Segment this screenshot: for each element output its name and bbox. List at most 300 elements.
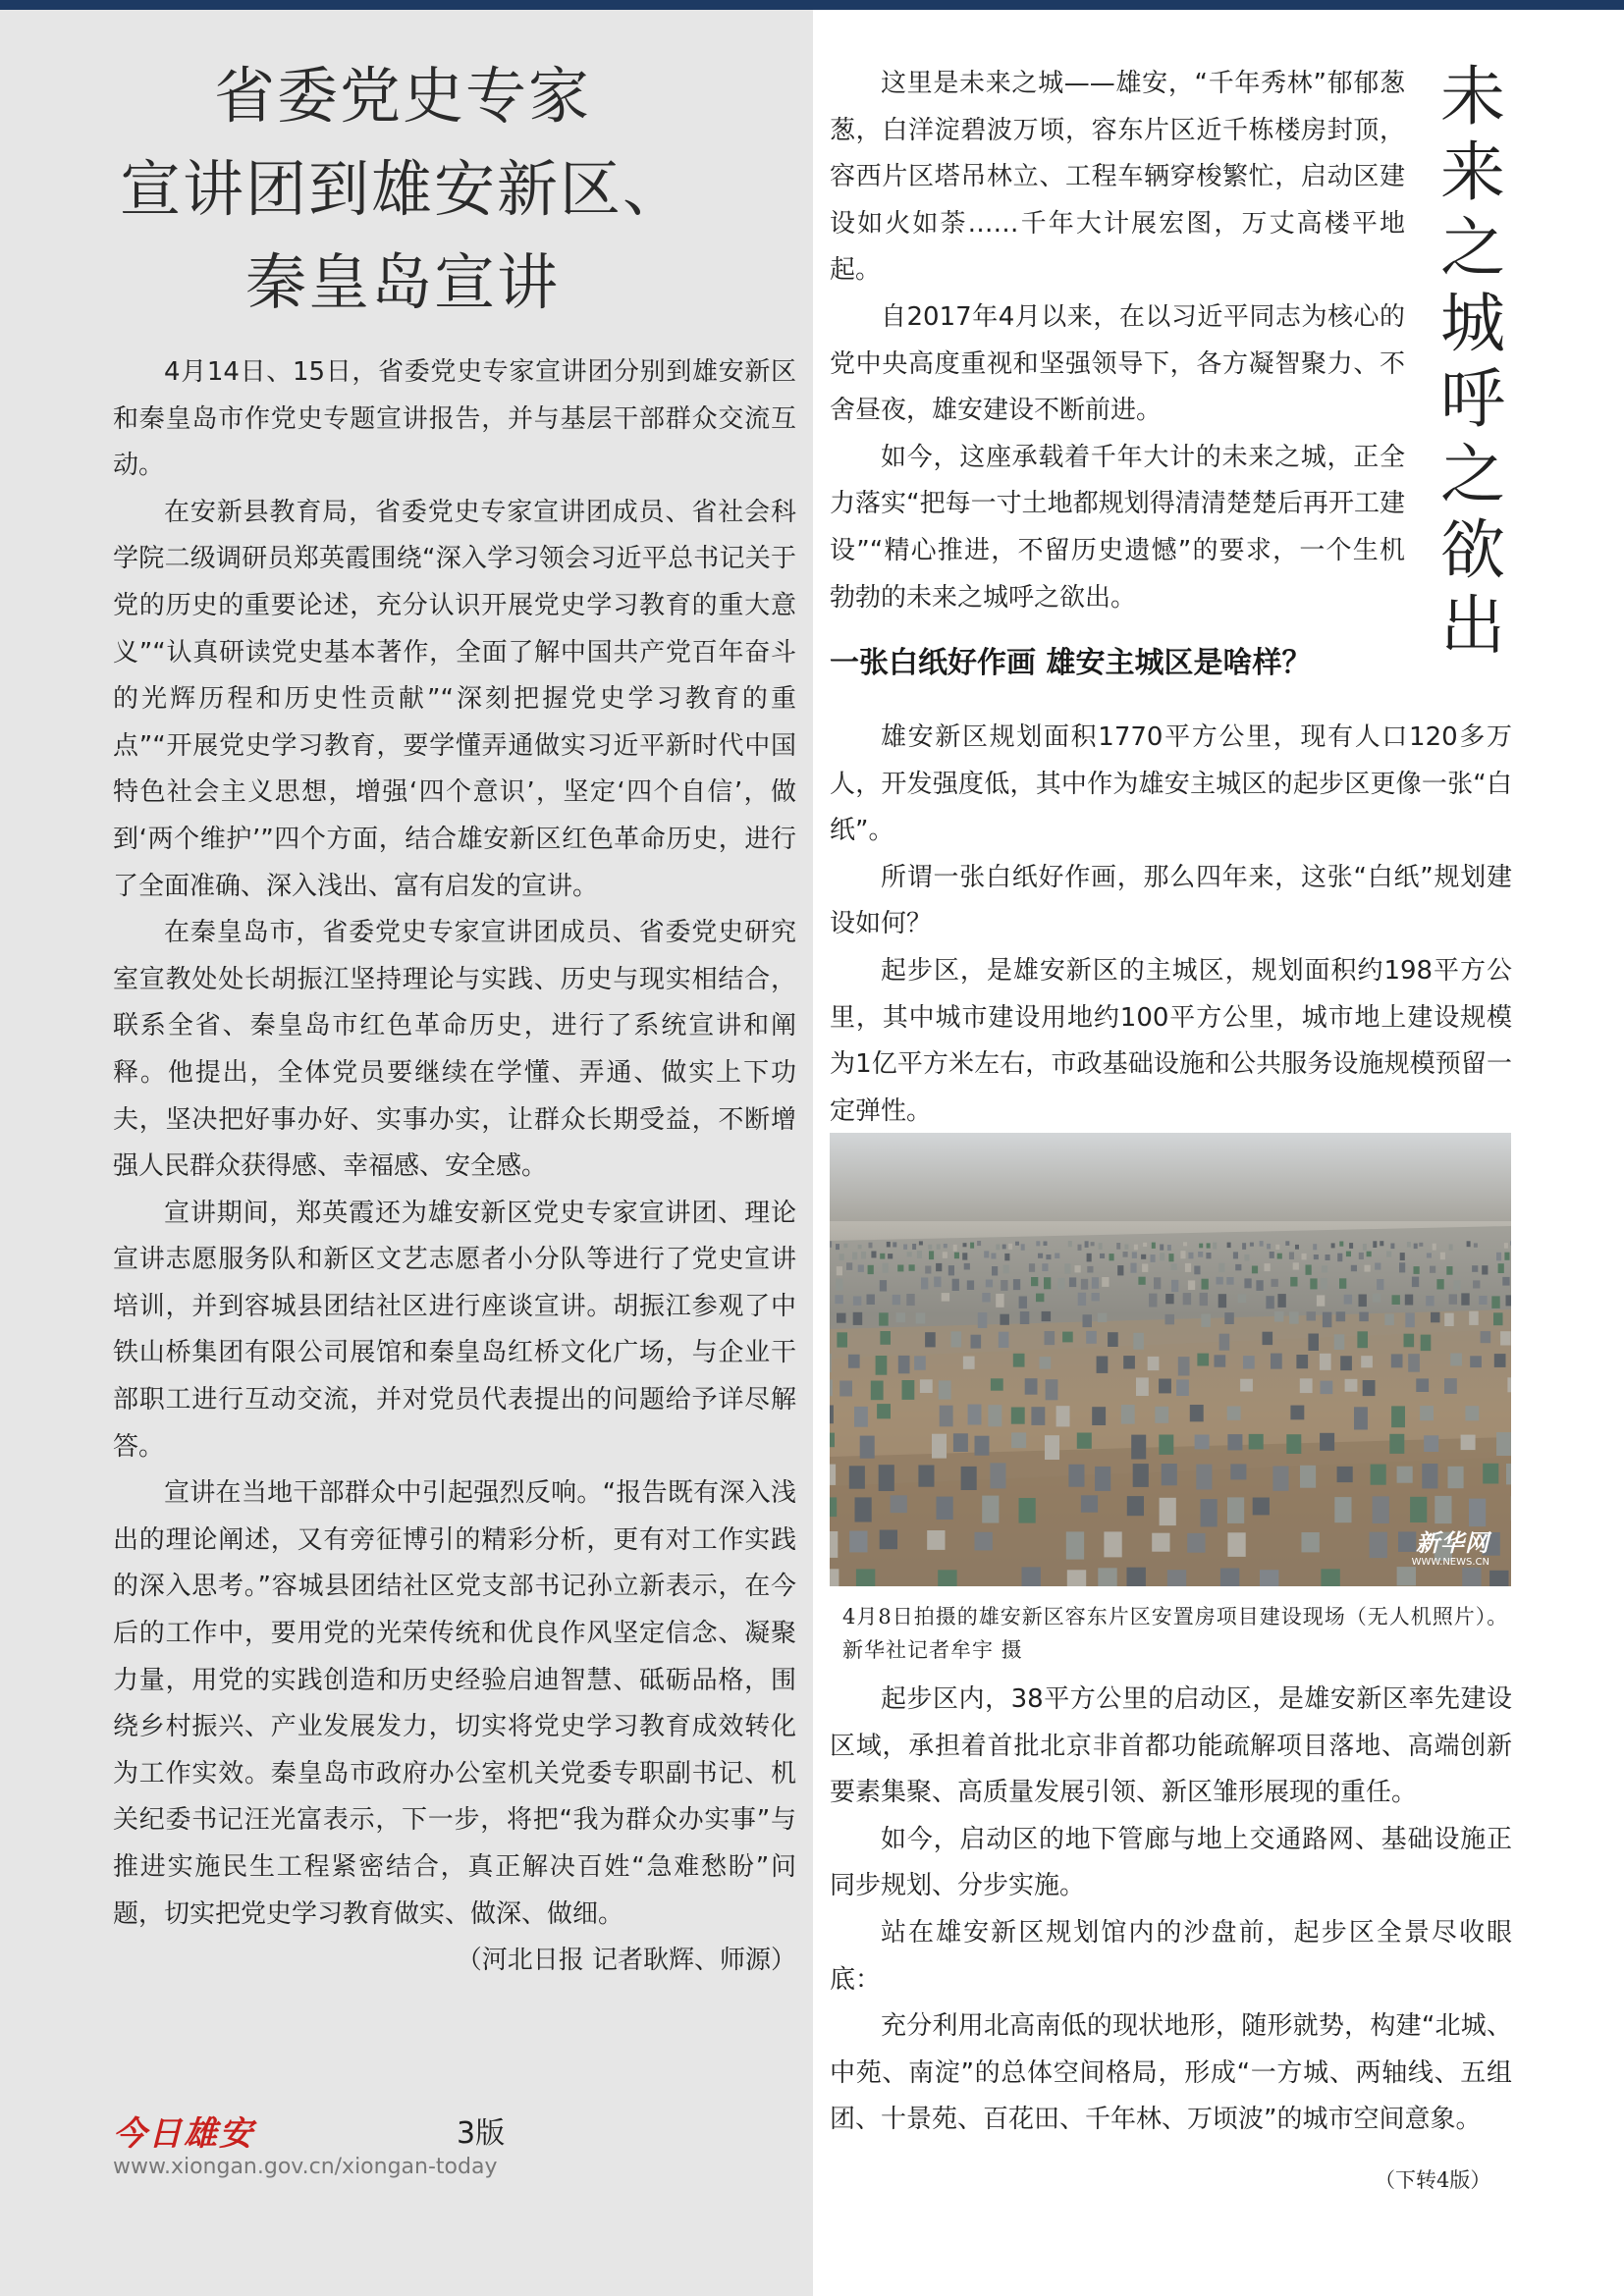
building-block <box>1162 1464 1177 1485</box>
building-block <box>880 1530 897 1550</box>
page-number: 3版 <box>457 2116 506 2151</box>
building-block <box>1138 1277 1145 1285</box>
building-block <box>1185 1263 1191 1272</box>
left-paragraph-2: 在安新县教育局，省委党史专家宣讲团成员、省社会科学院二级调研员郑英霞围绕“深入学习领会习近平总书记关于党的历史的重要论述，充分认识开展党史学习教育的重大意义”“认真研读党史基本著作，全面了解中国共产党百年奋斗的光辉历程和历史性贡献”“深刻把握党史学习教育的重点”“开展党史学习教育，要学懂弄通做实习近平新时代中国特色社会主义思想，增强‘四个意识’，坚定‘四个自信’，做到‘两个维护’”四个方面，结合雄安新区红色革命历史，进行了全面准确、深入浅出、富有启发的宣讲。 <box>113 497 796 901</box>
building-block <box>1168 1254 1173 1261</box>
building-block <box>927 1530 945 1550</box>
building-block <box>871 1252 876 1258</box>
building-block <box>1001 1280 1007 1291</box>
building-block <box>1267 1244 1271 1250</box>
building-block <box>1180 1251 1185 1258</box>
building-block <box>951 1331 962 1347</box>
building-block <box>1377 1279 1383 1290</box>
building-block <box>929 1251 934 1259</box>
building-block <box>1176 1379 1189 1396</box>
building-block <box>952 1279 959 1291</box>
building-block <box>1433 1244 1436 1251</box>
building-block <box>1206 1253 1211 1258</box>
building-block <box>1493 1312 1503 1325</box>
building-block <box>990 1463 1005 1488</box>
building-block <box>1141 1255 1146 1259</box>
building-block <box>1404 1334 1415 1348</box>
building-block <box>1083 1314 1093 1327</box>
building-block <box>843 1244 847 1249</box>
building-block <box>1227 1497 1244 1523</box>
building-block <box>1397 1467 1413 1483</box>
building-block <box>1391 1406 1405 1427</box>
building-block <box>1056 1406 1070 1426</box>
section-heading: 一张白纸好作画 雄安主城区是啥样？ <box>830 646 1312 680</box>
building-block <box>1272 1467 1288 1491</box>
building-block <box>1099 1243 1103 1250</box>
building-block <box>1066 1531 1084 1559</box>
building-block <box>1507 1377 1511 1392</box>
building-block <box>891 1495 907 1513</box>
building-block <box>1100 1254 1105 1258</box>
building-block <box>1019 1498 1036 1523</box>
building-block <box>1334 1497 1351 1522</box>
building-block <box>830 1241 832 1248</box>
building-block <box>1380 1241 1383 1246</box>
building-block <box>1482 1265 1488 1274</box>
left-paragraph-5-text: 宣讲在当地干部群众中引起强烈反响。“报告既有深入浅出的理论阐述，又有旁征博引的精彩分析，更有对工作实践的深入思考。”容城县团结社区党支部书记孙立新表示，在今后的工作中，要用党的光荣传统和优良作风坚定信念、凝聚力量，用党的实践创造和历史经验启迪智慧、砥砺品格，围绕乡村振兴、产业发展发力，切实将党史学习教育成效转化为工作实效。秦皇岛市政府办公室机关党委专职副书记、机关纪委书记汪光富表示，下一步，将把“我为群众办实事”与推进实施民生工程紧密结合，真正解决百姓“急难愁盼”问题，切实把党史学习教育做实、做深、做细。 <box>113 1478 796 1929</box>
building-block <box>937 1244 941 1249</box>
building-block <box>836 1279 842 1291</box>
building-block <box>1064 1263 1070 1274</box>
building-block <box>964 1263 970 1270</box>
building-block <box>1320 1433 1334 1451</box>
building-block <box>961 1467 977 1490</box>
building-block <box>1414 1266 1420 1274</box>
building-block <box>1289 1311 1299 1323</box>
building-block <box>830 1465 836 1485</box>
building-block <box>1344 1295 1352 1305</box>
building-block <box>1290 1277 1297 1287</box>
building-block <box>1151 1255 1156 1262</box>
building-block <box>1473 1280 1480 1288</box>
building-block <box>879 1312 889 1325</box>
building-block <box>1270 1252 1274 1258</box>
building-block <box>1491 1296 1499 1308</box>
building-block <box>887 1242 891 1248</box>
building-block <box>1021 1244 1025 1251</box>
building-block <box>1470 1356 1482 1367</box>
building-block <box>1506 1295 1512 1306</box>
building-block <box>1300 1466 1316 1488</box>
building-block <box>849 1466 865 1488</box>
building-block <box>1124 1245 1128 1250</box>
building-block <box>1346 1252 1351 1257</box>
building-block <box>1123 1356 1135 1368</box>
building-block <box>1217 1277 1223 1285</box>
building-block <box>1351 1265 1357 1271</box>
building-block <box>934 1277 941 1288</box>
building-block <box>919 1241 923 1245</box>
building-block <box>1253 1498 1270 1516</box>
building-block <box>1207 1243 1211 1248</box>
building-block <box>837 1332 847 1347</box>
building-block <box>970 1243 974 1249</box>
building-block <box>1500 1331 1511 1345</box>
building-block <box>1202 1279 1209 1290</box>
building-block <box>1087 1254 1092 1262</box>
building-block <box>1087 1266 1093 1273</box>
building-block <box>991 1254 996 1259</box>
building-block <box>1361 1356 1373 1367</box>
building-block <box>1227 1532 1245 1557</box>
building-block <box>858 1245 862 1249</box>
building-block <box>912 1244 916 1250</box>
building-block <box>943 1252 947 1258</box>
building-block <box>1218 1294 1226 1308</box>
building-block <box>1002 1245 1006 1250</box>
photo-illustration <box>830 1133 1511 1586</box>
building-block <box>1171 1280 1178 1292</box>
building-block <box>914 1356 926 1369</box>
building-block <box>1036 1294 1044 1303</box>
building-block <box>1132 1252 1137 1258</box>
building-block <box>1449 1244 1453 1250</box>
building-block <box>893 1295 900 1305</box>
left-paragraph-1: 4月14日、15日，省委党史专家宣讲团分别到雄安新区和秦皇岛市作党史专题宣讲报告，并与基层干部群众交流互动。 <box>113 357 796 481</box>
building-block <box>1092 1277 1099 1289</box>
building-block <box>1510 1241 1511 1245</box>
building-block <box>1199 1244 1203 1249</box>
building-block <box>916 1312 926 1323</box>
intro-paragraph-2: 自2017年4月以来，在以习近平同志为核心的党中央高度重视和坚强领导下，各方凝智聚力、不舍昼夜，雄安建设不断前进。 <box>830 301 1405 426</box>
building-block <box>1127 1568 1146 1586</box>
building-block <box>1167 1245 1171 1251</box>
building-block <box>1098 1313 1108 1322</box>
intro-paragraph-3: 如今，这座承载着千年大计的未来之城，正全力落实“把每一寸土地都规划得清清楚楚后再开工建设”“精心推进，不留历史遗憾”的要求，一个生机勃勃的未来之城呼之欲出。 <box>830 442 1405 613</box>
building-block <box>880 1280 887 1291</box>
section-paragraph-1: 雄安新区规划面积1770平方公里，现有人口120多万人，开发强度低，其中作为雄安主城区的起步区更像一张“白纸”。 <box>830 722 1512 846</box>
after-photo-paragraph-3: 站在雄安新区规划馆内的沙盘前，起步区全景尽收眼底： <box>830 1917 1512 1995</box>
building-block <box>1363 1380 1376 1396</box>
building-block <box>855 1497 872 1522</box>
building-block <box>837 1266 842 1275</box>
building-block <box>871 1381 884 1401</box>
building-block <box>1359 1295 1367 1308</box>
building-block <box>1416 1378 1429 1392</box>
building-block <box>861 1252 866 1258</box>
building-block <box>830 1433 835 1448</box>
building-block <box>982 1293 990 1302</box>
building-block <box>1011 1408 1025 1424</box>
building-block <box>1481 1331 1491 1343</box>
building-block <box>1121 1405 1135 1424</box>
building-block <box>1489 1571 1508 1586</box>
building-block <box>1190 1405 1204 1421</box>
building-block <box>1277 1294 1285 1308</box>
building-block <box>1000 1314 1009 1325</box>
building-block <box>909 1264 915 1271</box>
building-block <box>1321 1381 1333 1395</box>
building-block <box>1220 1569 1239 1587</box>
building-block <box>1448 1467 1464 1488</box>
building-block <box>853 1297 861 1306</box>
vertical-article-title: 未来之城呼之欲出 <box>1440 59 1505 664</box>
building-block <box>1300 1378 1313 1393</box>
building-block <box>1306 1265 1312 1275</box>
building-block <box>991 1378 1003 1390</box>
building-block <box>1345 1379 1358 1392</box>
building-block <box>1295 1245 1299 1250</box>
building-block <box>1446 1266 1452 1275</box>
building-block <box>1149 1294 1157 1308</box>
building-block <box>1354 1407 1368 1429</box>
title-line-1: 省委党史专家 <box>213 60 591 132</box>
building-block <box>1244 1255 1249 1261</box>
building-block <box>967 1280 974 1290</box>
building-block <box>860 1436 875 1459</box>
building-block <box>1504 1243 1508 1249</box>
building-block <box>903 1245 907 1250</box>
after-photo-body <box>830 1677 1512 2144</box>
building-block <box>1238 1294 1246 1303</box>
building-block <box>858 1265 864 1272</box>
building-block <box>1036 1241 1040 1246</box>
building-block <box>1405 1295 1413 1306</box>
section-body <box>830 715 1512 1135</box>
building-block <box>1095 1467 1110 1491</box>
building-block <box>1496 1253 1501 1261</box>
article-title <box>59 49 746 329</box>
building-block <box>1424 1435 1438 1452</box>
building-block <box>1075 1265 1081 1272</box>
building-block <box>837 1313 846 1323</box>
building-block <box>1130 1263 1136 1273</box>
building-block <box>1062 1332 1073 1343</box>
building-block <box>1022 1567 1041 1586</box>
building-block <box>1286 1434 1301 1454</box>
building-block <box>1373 1294 1380 1303</box>
building-block <box>1440 1253 1445 1260</box>
building-block <box>1160 1498 1176 1525</box>
building-block <box>1224 1312 1234 1324</box>
building-block <box>1213 1243 1217 1250</box>
building-block <box>1227 1407 1241 1420</box>
building-block <box>953 1245 957 1252</box>
watermark-url: WWW.NEWS.CN <box>1411 1557 1489 1568</box>
building-block <box>1092 1293 1100 1301</box>
building-block <box>1068 1465 1084 1487</box>
building-block <box>1240 1379 1253 1392</box>
building-block <box>928 1245 932 1250</box>
building-block <box>1160 1253 1164 1260</box>
section-paragraph-2: 所谓一张白纸好作画，那么四年来，这张“白纸”规划建设如何？ <box>830 862 1512 939</box>
building-block <box>1285 1241 1289 1246</box>
building-block <box>1044 1242 1048 1247</box>
building-block <box>888 1254 893 1258</box>
building-block <box>1340 1356 1352 1370</box>
building-block <box>996 1294 1003 1308</box>
building-block <box>1400 1253 1405 1260</box>
building-block <box>1260 1570 1278 1586</box>
building-block <box>936 1263 942 1271</box>
building-block <box>1384 1313 1394 1325</box>
building-block <box>1357 1331 1368 1348</box>
building-block <box>1008 1244 1012 1250</box>
building-block <box>986 1280 993 1288</box>
building-block <box>1188 1280 1195 1290</box>
building-block <box>1444 1313 1454 1326</box>
building-block <box>1165 1314 1175 1324</box>
building-block <box>1198 1252 1203 1257</box>
building-block <box>1375 1263 1380 1270</box>
building-block <box>1055 1254 1059 1259</box>
building-block <box>1502 1277 1509 1286</box>
building-block <box>1057 1278 1064 1290</box>
building-block <box>1131 1435 1146 1460</box>
building-block <box>1302 1254 1307 1260</box>
building-block <box>1317 1295 1325 1306</box>
building-block <box>1427 1253 1432 1257</box>
building-block <box>1461 1435 1476 1451</box>
building-block <box>1117 1265 1123 1275</box>
building-block <box>1242 1243 1246 1250</box>
building-block <box>938 1570 956 1586</box>
building-block <box>1171 1263 1177 1270</box>
building-block <box>1410 1497 1427 1522</box>
building-block <box>1069 1277 1076 1287</box>
left-article-body <box>113 349 796 1985</box>
building-block <box>1077 1433 1092 1449</box>
building-block <box>1159 1435 1173 1455</box>
building-block <box>853 1312 863 1325</box>
building-block <box>1004 1254 1009 1260</box>
building-block <box>1110 1254 1114 1260</box>
building-block <box>1160 1245 1164 1251</box>
building-block <box>917 1251 922 1258</box>
building-block <box>1265 1263 1271 1271</box>
building-block <box>1148 1357 1160 1370</box>
left-paragraph-5 <box>113 1470 796 1985</box>
building-block <box>869 1243 873 1249</box>
building-block <box>1081 1495 1098 1512</box>
building-block <box>977 1241 981 1246</box>
building-block <box>1091 1242 1095 1246</box>
building-block <box>839 1381 852 1397</box>
building-block <box>898 1356 910 1373</box>
building-block <box>830 1569 839 1586</box>
building-block <box>1431 1312 1440 1323</box>
building-block <box>1469 1499 1486 1527</box>
section-paragraph-3: 起步区，是雄安新区的主城区，规划面积约198平方公里，其中城市建设用地约100平方公里，城市地上建设规模为1亿平方米左右，市政基础设施和公共服务设施规模预留一定弹性。 <box>830 955 1512 1126</box>
building-block <box>1419 1243 1423 1247</box>
building-block <box>1152 1533 1169 1552</box>
building-block <box>1479 1296 1487 1305</box>
building-block <box>877 1404 891 1418</box>
building-block <box>1102 1277 1109 1287</box>
building-block <box>1200 1293 1208 1306</box>
building-block <box>879 1465 894 1491</box>
building-block <box>849 1531 867 1553</box>
building-block <box>921 1277 928 1289</box>
building-block <box>1133 1333 1144 1350</box>
building-block <box>1159 1379 1171 1394</box>
building-block <box>1196 1465 1212 1490</box>
building-block <box>1178 1357 1190 1375</box>
building-block <box>988 1405 1001 1426</box>
building-block <box>1249 1434 1264 1450</box>
building-block <box>1025 1378 1038 1395</box>
building-block <box>1078 1245 1082 1251</box>
building-block <box>1227 1243 1231 1249</box>
xinhuanet-logo: 新华网 <box>1416 1529 1489 1557</box>
building-block <box>1414 1244 1418 1250</box>
building-block <box>1365 1265 1371 1272</box>
building-block <box>1201 1499 1218 1526</box>
building-block <box>1359 1312 1369 1322</box>
building-block <box>953 1433 968 1452</box>
building-block <box>839 1254 844 1260</box>
building-block <box>906 1294 914 1306</box>
building-block <box>1134 1245 1138 1251</box>
building-block <box>940 1406 953 1427</box>
building-block <box>1420 1406 1434 1420</box>
building-block <box>1436 1279 1443 1289</box>
building-block <box>1020 1311 1030 1324</box>
building-block <box>1244 1278 1251 1288</box>
building-block <box>1371 1465 1386 1485</box>
building-block <box>1013 1279 1020 1290</box>
building-block <box>1127 1496 1144 1516</box>
building-block <box>963 1243 967 1247</box>
building-block <box>1469 1311 1479 1325</box>
building-block <box>1359 1253 1364 1259</box>
building-block <box>1314 1255 1319 1259</box>
building-block <box>836 1244 839 1250</box>
building-block <box>867 1295 875 1306</box>
building-block <box>1098 1568 1116 1586</box>
building-block <box>1183 1242 1187 1246</box>
building-block <box>907 1252 912 1256</box>
building-block <box>1421 1335 1432 1352</box>
intro-paragraph-1: 这里是未来之城——雄安，“千年秀林”郁郁葱葱，白洋淀碧波万顷，容东片区近千栋楼房封顶，容西片区塔吊林立、工程车辆穿梭繁忙，启动区建设如火如荼……千年大计展宏图，万丈高楼平地起。 <box>830 69 1405 286</box>
building-block <box>1308 1334 1319 1352</box>
building-block <box>992 1266 998 1276</box>
building-block <box>954 1253 959 1259</box>
building-block <box>1426 1296 1434 1306</box>
building-block <box>1045 1331 1056 1345</box>
building-block <box>1154 1277 1161 1289</box>
building-block <box>937 1497 953 1520</box>
building-block <box>1045 1435 1059 1460</box>
building-block <box>1266 1296 1273 1308</box>
building-block <box>1029 1263 1035 1272</box>
building-block <box>948 1265 954 1275</box>
building-block <box>868 1265 874 1274</box>
building-block <box>902 1380 915 1400</box>
building-block <box>1465 1406 1479 1420</box>
building-block <box>852 1253 857 1260</box>
after-photo-paragraph-2: 如今，启动区的地下管廊与地上交通路网、基础设施正同步规划、分步实施。 <box>830 1824 1512 1901</box>
left-paragraph-3: 在秦皇岛市，省委党史专家宣讲团成员、省委党史研究室宣教处处长胡振江坚持理论与实践、历史与现实相结合，联系全省、秦皇岛市红色革命历史，进行了系统宣讲和阐释。他提出，全体党员要继续在学懂、弄通、做实上下功夫，坚决把好事办好、实事办实，让群众长期受益，不断增强人民群众获得感、幸福感、安全感。 <box>113 918 796 1182</box>
building-block <box>1226 1277 1233 1285</box>
building-block <box>1165 1294 1173 1304</box>
building-block <box>1235 1264 1241 1270</box>
building-block <box>1453 1280 1460 1290</box>
building-block <box>883 1263 889 1273</box>
building-block <box>975 1532 993 1551</box>
building-block <box>1038 1254 1043 1258</box>
building-block <box>856 1569 875 1586</box>
building-block <box>944 1244 947 1248</box>
building-block <box>1506 1464 1511 1484</box>
building-block <box>880 1331 891 1345</box>
building-block <box>1390 1244 1394 1250</box>
